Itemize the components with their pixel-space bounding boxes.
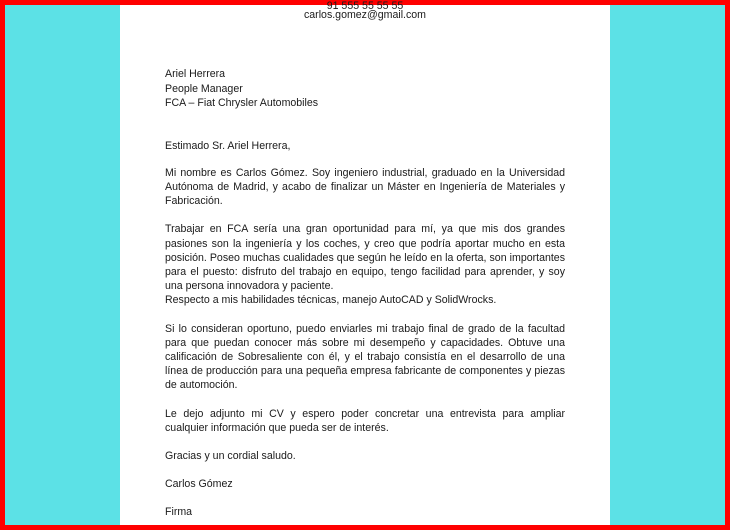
recipient-block <box>165 67 565 111</box>
recipient-company: FCA – Fiat Chrysler Automobiles <box>165 97 319 109</box>
paragraph-introduction: Mi nombre es Carlos Gómez. Soy ingeniero industrial, graduado en la Universidad Autónoma de Madrid, y acabo de finalizar un Máster en Ingeniería de Materiales y Fabricación. <box>165 166 565 208</box>
signature-label: Firma <box>165 506 193 519</box>
contact-block <box>165 0 565 22</box>
signature-name: Carlos Gómez <box>165 478 233 491</box>
paragraph-attachment: Le dejo adjunto mi CV y espero poder concretar una entrevista para ampliar cualquier información que pueda ser de interés. <box>165 407 565 434</box>
background-frame <box>5 0 725 525</box>
contact-email: carlos.gomez@gmail.com <box>303 9 427 21</box>
contact-phone: 91 555 55 55 55 <box>326 0 404 12</box>
letter-page <box>120 0 610 525</box>
paragraph-skills: Respecto a mis habilidades técnicas, manejo AutoCAD y SolidWrocks. <box>165 294 497 307</box>
closing: Gracias y un cordial saludo. <box>165 449 296 462</box>
cover-letter <box>165 0 565 520</box>
paragraph-motivation-block <box>165 222 565 307</box>
recipient-role: People Manager <box>165 82 243 95</box>
paragraph-project: Si lo consideran oportuno, puedo enviarles mi trabajo final de grado de la facultad para que puedan conocer más sobre mi desempeño y capacidades. Obtuve una calificación de Sobresaliente con él, y el trabajo consistía en el desarrollo de una línea de producción para una pequeña empresa fabricante de componentes y piezas de automoción. <box>165 322 565 392</box>
paragraph-motivation: Trabajar en FCA sería una gran oportunidad para mí, ya que mis dos grandes pasiones son la ingeniería y los coches, y creo que podría aportar mucho en esta posición. Poseo muchas cualidades que según he leído en la oferta, son importantes para el puesto: disfruto del trabajo en equipo, tengo facilidad para aprender, y soy una persona innovadora y paciente. <box>165 223 565 293</box>
greeting: Estimado Sr. Ariel Herrera, <box>165 139 291 152</box>
recipient-name: Ariel Herrera <box>165 68 226 80</box>
